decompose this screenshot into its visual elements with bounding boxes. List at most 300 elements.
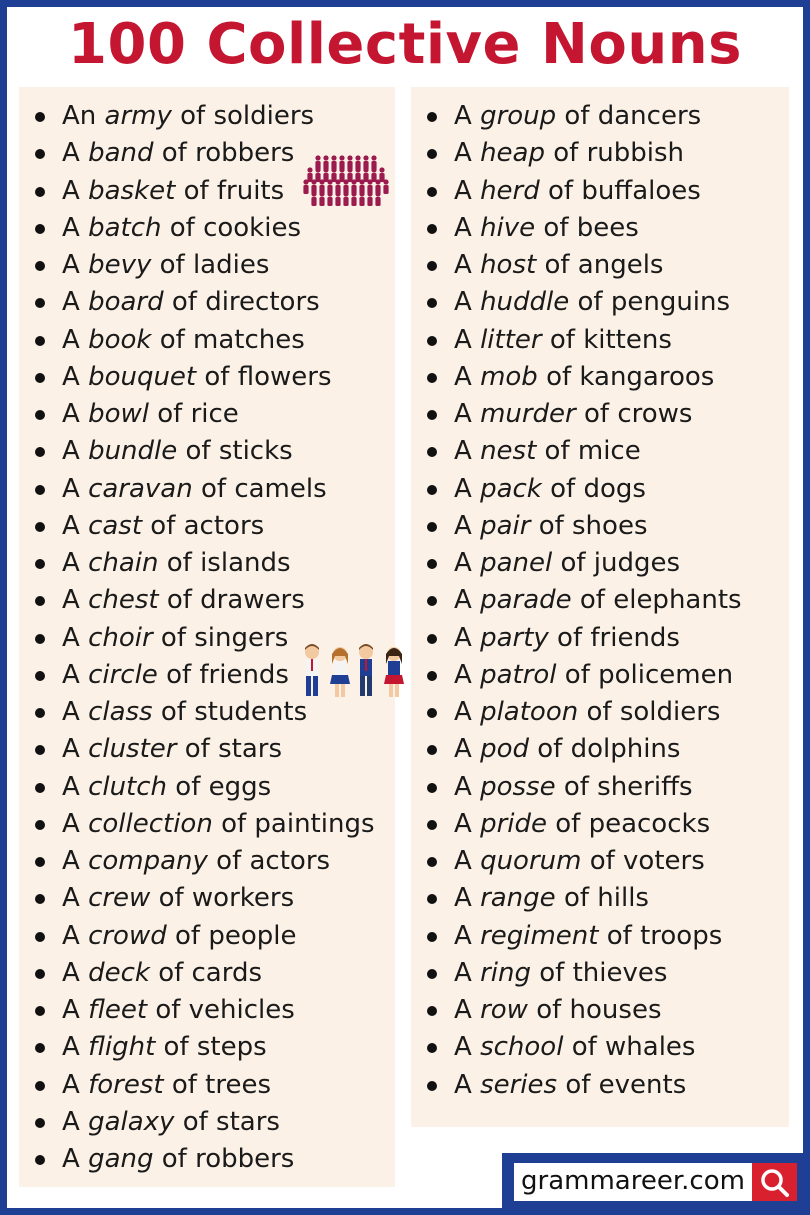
bullet-icon bbox=[35, 559, 45, 569]
item-collective-noun: murder bbox=[480, 399, 576, 429]
list-item-text bbox=[454, 98, 701, 135]
bullet-icon bbox=[427, 261, 437, 271]
list-item-text bbox=[454, 396, 692, 433]
item-object: robbers bbox=[195, 1144, 295, 1174]
list-item-text bbox=[62, 657, 289, 694]
item-connector: of bbox=[163, 1032, 189, 1063]
list-item-text bbox=[454, 247, 663, 284]
list-item-text bbox=[62, 135, 294, 172]
item-collective-noun: bouquet bbox=[88, 361, 197, 392]
list-item-text bbox=[454, 806, 710, 843]
item-object: shoes bbox=[572, 510, 648, 541]
item-object: kangaroos bbox=[579, 361, 715, 392]
item-object: paintings bbox=[254, 808, 375, 839]
item-connector: of bbox=[550, 473, 576, 504]
item-article: A bbox=[62, 212, 80, 243]
item-collective-noun: quorum bbox=[480, 846, 582, 876]
item-connector: of bbox=[549, 324, 575, 355]
item-connector: of bbox=[171, 1069, 197, 1100]
item-collective-noun: school bbox=[480, 1032, 564, 1063]
item-article: A bbox=[454, 920, 472, 951]
list-item-text bbox=[454, 694, 720, 731]
list-item-text bbox=[454, 508, 648, 545]
item-article: An bbox=[62, 101, 97, 131]
item-collective-noun: circle bbox=[88, 659, 158, 690]
item-connector: of bbox=[161, 138, 187, 169]
bullet-icon bbox=[427, 373, 437, 383]
item-connector: of bbox=[180, 101, 206, 131]
item-article: A bbox=[62, 138, 80, 169]
bullet-icon bbox=[35, 634, 45, 644]
bullet-icon bbox=[35, 932, 45, 942]
item-article: A bbox=[62, 1032, 80, 1063]
item-object: directors bbox=[205, 287, 320, 318]
bullet-icon bbox=[427, 1043, 437, 1053]
bullet-icon bbox=[35, 1155, 45, 1165]
bullet-icon bbox=[427, 745, 437, 755]
item-connector: of bbox=[166, 659, 192, 690]
list-item-text bbox=[62, 1029, 267, 1066]
bullet-icon bbox=[427, 932, 437, 942]
left-column bbox=[19, 87, 395, 1187]
item-object: buffaloes bbox=[581, 175, 701, 206]
item-object: friends bbox=[199, 659, 289, 690]
list-item-text bbox=[454, 843, 705, 880]
item-article: A bbox=[62, 324, 80, 355]
bullet-icon bbox=[35, 149, 45, 159]
bullet-icon bbox=[35, 261, 45, 271]
item-article: A bbox=[454, 473, 472, 504]
item-article: A bbox=[454, 1032, 472, 1063]
item-object: troops bbox=[640, 920, 723, 951]
item-collective-noun: panel bbox=[480, 548, 553, 578]
bullet-icon bbox=[427, 894, 437, 904]
bullet-icon bbox=[35, 373, 45, 383]
item-object: islands bbox=[200, 548, 291, 578]
item-article: A bbox=[62, 920, 80, 951]
item-object: mice bbox=[577, 436, 641, 467]
list-item-text bbox=[62, 322, 305, 359]
list-item-text bbox=[62, 1141, 294, 1178]
item-object: judges bbox=[593, 548, 681, 578]
item-collective-noun: nest bbox=[480, 436, 537, 467]
list-item-text bbox=[62, 247, 269, 284]
item-collective-noun: pair bbox=[480, 510, 531, 541]
item-connector: of bbox=[159, 324, 185, 355]
item-object: hills bbox=[597, 883, 649, 914]
item-article: A bbox=[454, 436, 472, 467]
bullet-icon bbox=[427, 1006, 437, 1016]
item-object: cards bbox=[191, 957, 263, 988]
bullet-icon bbox=[427, 596, 437, 606]
item-connector: of bbox=[543, 212, 569, 243]
item-collective-noun: party bbox=[480, 622, 549, 653]
item-article: A bbox=[62, 287, 80, 318]
item-collective-noun: pride bbox=[480, 808, 547, 839]
list-item-text bbox=[62, 582, 305, 619]
item-collective-noun: galaxy bbox=[88, 1106, 175, 1137]
bullet-icon bbox=[427, 559, 437, 569]
item-article: A bbox=[62, 1144, 80, 1174]
bullet-icon bbox=[35, 187, 45, 197]
item-connector: of bbox=[557, 622, 583, 653]
item-object: houses bbox=[569, 995, 662, 1025]
item-article: A bbox=[454, 622, 472, 653]
item-collective-noun: company bbox=[88, 846, 208, 876]
item-connector: of bbox=[560, 548, 586, 578]
item-object: vehicles bbox=[188, 995, 295, 1025]
item-article: A bbox=[62, 771, 80, 802]
bullet-icon bbox=[35, 1006, 45, 1016]
item-connector: of bbox=[565, 1069, 591, 1100]
item-collective-noun: bowl bbox=[88, 399, 149, 429]
right-column bbox=[411, 87, 789, 1127]
list-item-text bbox=[454, 955, 667, 992]
bullet-icon bbox=[35, 708, 45, 718]
item-object: sticks bbox=[218, 436, 293, 467]
item-connector: of bbox=[200, 473, 227, 504]
item-object: dolphins bbox=[570, 734, 681, 765]
bullet-icon bbox=[35, 1043, 45, 1053]
item-collective-noun: clutch bbox=[88, 771, 168, 802]
bullet-icon bbox=[35, 522, 45, 532]
item-article: A bbox=[454, 287, 472, 318]
item-article: A bbox=[454, 697, 472, 727]
item-collective-noun: bevy bbox=[88, 250, 152, 280]
item-object: stars bbox=[216, 1106, 280, 1137]
item-object: robbers bbox=[195, 138, 295, 169]
crowd-of-people-icon bbox=[300, 152, 392, 208]
bullet-icon bbox=[427, 298, 437, 308]
item-collective-noun: mob bbox=[480, 361, 538, 392]
item-object: steps bbox=[196, 1032, 267, 1063]
list-item-text bbox=[62, 433, 293, 470]
item-connector: of bbox=[175, 771, 201, 802]
item-collective-noun: ring bbox=[480, 957, 531, 988]
bullet-icon bbox=[35, 485, 45, 495]
item-object: trees bbox=[205, 1069, 272, 1100]
list-item-text bbox=[62, 992, 295, 1029]
item-collective-noun: heap bbox=[480, 138, 545, 169]
item-connector: of bbox=[216, 846, 242, 876]
list-item-text bbox=[454, 657, 733, 694]
bullet-icon bbox=[427, 857, 437, 867]
item-article: A bbox=[62, 808, 80, 839]
item-article: A bbox=[62, 399, 80, 429]
item-object: fruits bbox=[216, 175, 285, 206]
item-object: rice bbox=[190, 399, 239, 429]
list-item-text bbox=[62, 880, 294, 917]
item-article: A bbox=[454, 175, 472, 206]
item-object: crows bbox=[617, 399, 693, 429]
list-item-text bbox=[454, 471, 646, 508]
item-article: A bbox=[454, 846, 472, 876]
list-item-text bbox=[62, 1067, 271, 1104]
item-collective-noun: class bbox=[88, 697, 153, 727]
item-collective-noun: cast bbox=[88, 510, 143, 541]
bullet-icon bbox=[427, 1081, 437, 1091]
bullet-icon bbox=[35, 336, 45, 346]
bullet-icon bbox=[427, 447, 437, 457]
item-object: voters bbox=[623, 846, 705, 876]
item-article: A bbox=[62, 1106, 80, 1137]
item-object: soldiers bbox=[619, 697, 721, 727]
item-collective-noun: pack bbox=[480, 473, 542, 504]
item-collective-noun: group bbox=[480, 101, 557, 131]
item-collective-noun: deck bbox=[88, 957, 150, 988]
list-item-text bbox=[454, 582, 742, 619]
item-connector: of bbox=[185, 436, 211, 467]
bullet-icon bbox=[427, 820, 437, 830]
list-item-text bbox=[62, 173, 284, 210]
bullet-icon bbox=[35, 745, 45, 755]
bullet-icon bbox=[35, 894, 45, 904]
item-article: A bbox=[454, 361, 472, 392]
item-connector: of bbox=[160, 622, 186, 653]
list-item-text bbox=[454, 135, 684, 172]
list-item-text bbox=[454, 173, 701, 210]
item-article: A bbox=[454, 1069, 472, 1100]
item-article: A bbox=[454, 995, 472, 1025]
item-connector: of bbox=[546, 361, 572, 392]
item-object: whales bbox=[605, 1032, 696, 1063]
item-object: friends bbox=[590, 622, 680, 653]
item-object: singers bbox=[194, 622, 289, 653]
item-collective-noun: host bbox=[480, 250, 537, 280]
item-connector: of bbox=[586, 697, 612, 727]
item-connector: of bbox=[563, 771, 589, 802]
item-collective-noun: row bbox=[480, 995, 528, 1025]
list-item-text bbox=[62, 1104, 280, 1141]
item-article: A bbox=[62, 957, 80, 988]
list-item-text bbox=[62, 620, 288, 657]
item-collective-noun: band bbox=[88, 138, 154, 169]
list-item-text bbox=[62, 843, 330, 880]
item-article: A bbox=[454, 138, 472, 169]
item-collective-noun: pod bbox=[480, 734, 529, 765]
item-collective-noun: hive bbox=[480, 212, 536, 243]
bullet-icon bbox=[427, 708, 437, 718]
item-object: drawers bbox=[200, 585, 305, 616]
item-article: A bbox=[454, 510, 472, 541]
item-collective-noun: flight bbox=[88, 1032, 156, 1063]
item-collective-noun: range bbox=[480, 883, 556, 914]
bullet-icon bbox=[35, 112, 45, 122]
item-object: sheriffs bbox=[597, 771, 693, 802]
bullet-icon bbox=[35, 969, 45, 979]
item-article: A bbox=[62, 175, 80, 206]
list-item-text bbox=[454, 545, 680, 582]
item-connector: of bbox=[564, 101, 590, 131]
item-article: A bbox=[62, 473, 80, 504]
item-connector: of bbox=[555, 808, 581, 839]
bullet-icon bbox=[427, 969, 437, 979]
item-article: A bbox=[454, 324, 472, 355]
item-object: actors bbox=[249, 846, 331, 876]
item-article: A bbox=[454, 771, 472, 802]
item-connector: of bbox=[577, 287, 603, 318]
item-connector: of bbox=[150, 510, 176, 541]
item-connector: of bbox=[606, 920, 632, 951]
item-connector: of bbox=[538, 510, 564, 541]
site-url[interactable]: grammareer.com bbox=[514, 1163, 752, 1201]
item-article: A bbox=[62, 548, 80, 578]
item-collective-noun: crew bbox=[88, 883, 151, 914]
item-article: A bbox=[62, 883, 80, 914]
item-object: dogs bbox=[583, 473, 646, 504]
item-object: matches bbox=[193, 324, 305, 355]
item-connector: of bbox=[584, 399, 610, 429]
item-collective-noun: parade bbox=[480, 585, 572, 616]
item-object: flowers bbox=[237, 361, 332, 392]
group-of-students-icon bbox=[298, 642, 410, 700]
item-connector: of bbox=[157, 399, 183, 429]
item-collective-noun: forest bbox=[88, 1069, 164, 1100]
search-button[interactable] bbox=[752, 1163, 797, 1201]
item-article: A bbox=[62, 659, 80, 690]
item-connector: of bbox=[544, 436, 570, 467]
item-connector: of bbox=[155, 995, 181, 1025]
item-collective-noun: huddle bbox=[480, 287, 570, 318]
list-item-text bbox=[454, 284, 730, 321]
item-article: A bbox=[454, 659, 472, 690]
bullet-icon bbox=[427, 224, 437, 234]
item-object: stars bbox=[218, 734, 283, 765]
item-connector: of bbox=[589, 846, 615, 876]
item-article: A bbox=[62, 995, 80, 1025]
item-object: events bbox=[598, 1069, 687, 1100]
item-article: A bbox=[454, 101, 472, 131]
list-item-text bbox=[62, 694, 307, 731]
bullet-icon bbox=[35, 857, 45, 867]
item-article: A bbox=[454, 734, 472, 765]
item-connector: of bbox=[171, 287, 197, 318]
list-item-text bbox=[454, 880, 649, 917]
bullet-icon bbox=[427, 187, 437, 197]
item-article: A bbox=[62, 622, 80, 653]
list-item-text bbox=[62, 359, 332, 396]
list-item-text bbox=[454, 322, 672, 359]
item-object: thieves bbox=[572, 957, 668, 988]
item-connector: of bbox=[564, 659, 590, 690]
item-connector: of bbox=[161, 1144, 187, 1174]
list-item-text bbox=[62, 545, 291, 582]
item-collective-noun: cluster bbox=[88, 734, 177, 765]
item-connector: of bbox=[184, 734, 210, 765]
bullet-icon bbox=[35, 1081, 45, 1091]
item-article: A bbox=[454, 808, 472, 839]
list-item-text bbox=[62, 210, 301, 247]
item-collective-noun: collection bbox=[88, 808, 213, 839]
item-object: actors bbox=[183, 510, 265, 541]
item-object: eggs bbox=[208, 771, 272, 802]
item-collective-noun: crowd bbox=[88, 920, 167, 951]
list-item-text bbox=[62, 98, 314, 135]
item-connector: of bbox=[182, 1106, 208, 1137]
item-article: A bbox=[454, 399, 472, 429]
item-object: people bbox=[208, 920, 297, 951]
list-item-text bbox=[62, 918, 296, 955]
bullet-icon bbox=[35, 596, 45, 606]
list-item-text bbox=[454, 918, 722, 955]
list-item-text bbox=[62, 731, 282, 768]
item-object: elephants bbox=[613, 585, 742, 616]
list-item-text bbox=[454, 210, 639, 247]
search-icon bbox=[752, 1163, 797, 1201]
bullet-icon bbox=[427, 336, 437, 346]
item-collective-noun: chest bbox=[88, 585, 159, 616]
list-item-text bbox=[454, 1067, 686, 1104]
item-collective-noun: platoon bbox=[480, 697, 579, 727]
item-connector: of bbox=[539, 957, 565, 988]
bullet-icon bbox=[427, 522, 437, 532]
page-title: 100 Collective Nouns bbox=[68, 12, 742, 77]
bullet-icon bbox=[427, 410, 437, 420]
item-article: A bbox=[454, 957, 472, 988]
item-article: A bbox=[62, 697, 80, 727]
bullet-icon bbox=[35, 410, 45, 420]
item-article: A bbox=[62, 436, 80, 467]
bullet-icon bbox=[35, 298, 45, 308]
list-item-text bbox=[62, 769, 271, 806]
item-object: rubbish bbox=[586, 138, 685, 169]
item-article: A bbox=[454, 585, 472, 616]
item-connector: of bbox=[204, 361, 230, 392]
item-collective-noun: basket bbox=[88, 175, 176, 206]
list-item-text bbox=[454, 359, 714, 396]
item-connector: of bbox=[563, 883, 589, 914]
item-collective-noun: series bbox=[480, 1069, 558, 1100]
item-object: cookies bbox=[203, 212, 301, 243]
list-item-text bbox=[62, 955, 262, 992]
list-item-text bbox=[62, 508, 264, 545]
item-article: A bbox=[454, 548, 472, 578]
item-collective-noun: batch bbox=[88, 212, 162, 243]
bullet-icon bbox=[427, 149, 437, 159]
bullet-icon bbox=[35, 783, 45, 793]
item-article: A bbox=[62, 734, 80, 765]
item-connector: of bbox=[548, 175, 574, 206]
item-article: A bbox=[62, 361, 80, 392]
bullet-icon bbox=[35, 447, 45, 457]
bullet-icon bbox=[35, 671, 45, 681]
bullet-icon bbox=[427, 671, 437, 681]
item-collective-noun: chain bbox=[88, 548, 159, 578]
item-collective-noun: litter bbox=[480, 324, 542, 355]
item-connector: of bbox=[579, 585, 605, 616]
item-connector: of bbox=[158, 883, 184, 914]
item-object: dancers bbox=[597, 101, 702, 131]
item-collective-noun: posse bbox=[480, 771, 556, 802]
item-connector: of bbox=[166, 548, 192, 578]
item-object: penguins bbox=[610, 287, 731, 318]
bullet-icon bbox=[427, 485, 437, 495]
list-item-text bbox=[454, 1029, 695, 1066]
list-item-text bbox=[454, 620, 680, 657]
bullet-icon bbox=[35, 820, 45, 830]
item-object: students bbox=[194, 697, 308, 727]
item-object: peacocks bbox=[588, 808, 711, 839]
item-connector: of bbox=[537, 734, 563, 765]
item-connector: of bbox=[183, 175, 209, 206]
item-article: A bbox=[62, 1069, 80, 1100]
bullet-icon bbox=[427, 783, 437, 793]
item-object: policemen bbox=[598, 659, 734, 690]
list-item-text bbox=[454, 992, 661, 1029]
item-article: A bbox=[454, 250, 472, 280]
list-item-text bbox=[62, 396, 239, 433]
item-connector: of bbox=[221, 808, 247, 839]
